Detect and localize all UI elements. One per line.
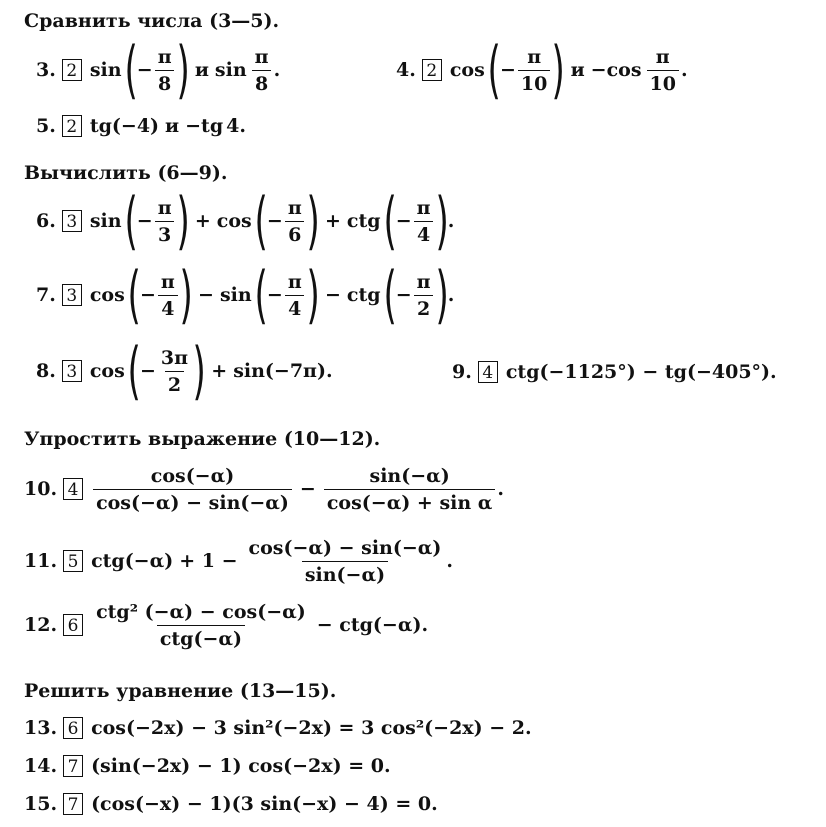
fraction — [414, 271, 434, 320]
problem-number: 3. — [36, 59, 56, 81]
denominator: ctg(−α) — [157, 625, 245, 650]
problem-number: 4. — [396, 59, 416, 81]
open-paren: ( — [127, 258, 141, 331]
conjunction: и — [165, 115, 180, 137]
problem-number: 11. — [24, 550, 58, 572]
problem-4 — [396, 33, 688, 106]
expression-9: ctg(−1125°) − tg(−405°). — [505, 361, 777, 383]
period: . — [497, 478, 505, 500]
difficulty-badge: 2 — [62, 115, 82, 137]
difficulty-badge: 2 — [422, 59, 442, 81]
function-minus-tg: −tg — [185, 115, 224, 137]
equation-15: (cos(−x) − 1)(3 sin(−x) − 4) = 0. — [91, 793, 438, 815]
close-paren: ) — [435, 184, 449, 257]
function-sin: sin — [214, 59, 247, 81]
problem-number: 6. — [36, 210, 56, 232]
minus-sign: − — [136, 59, 153, 81]
difficulty-badge: 6 — [63, 717, 83, 739]
close-paren: ) — [306, 184, 320, 257]
open-paren: ( — [487, 33, 501, 106]
problem-number: 13. — [24, 717, 58, 739]
difficulty-badge: 3 — [62, 284, 82, 306]
problem-9 — [452, 358, 777, 386]
denominator: 3 — [155, 221, 174, 246]
minus-sign: − — [395, 210, 412, 232]
close-paren: ) — [435, 258, 449, 331]
denominator: cos(−α) − sin(−α) — [93, 489, 292, 514]
difficulty-badge: 3 — [62, 210, 82, 232]
numerator: π — [527, 45, 542, 68]
minus-operator: − — [198, 284, 214, 306]
function-sin: sin — [89, 59, 122, 81]
close-paren: ) — [551, 33, 566, 106]
minus-sign: − — [266, 284, 283, 306]
fraction — [324, 465, 496, 514]
difficulty-badge: 3 — [62, 360, 82, 382]
function-cos: cos — [216, 210, 252, 232]
problem-6 — [36, 184, 455, 257]
minus-sign: − — [140, 360, 156, 382]
plus-sign: + — [324, 210, 341, 232]
close-paren: ) — [179, 258, 193, 331]
numerator: π — [157, 45, 172, 68]
denominator: 4 — [285, 295, 304, 320]
open-paren: ( — [124, 184, 138, 257]
section-title-compute: Вычислить (6—9). — [24, 162, 228, 184]
expression-ctg-minus-alpha: ctg(−α) — [91, 550, 174, 572]
problem-7 — [36, 258, 455, 331]
open-paren: ( — [124, 33, 138, 106]
section-title-compare: Сравнить числа (3—5). — [24, 10, 280, 32]
fraction — [158, 271, 178, 320]
period: . — [447, 284, 455, 306]
numerator: cos(−α) − sin(−α) — [248, 536, 442, 559]
fraction — [252, 46, 272, 95]
numerator: π — [287, 196, 302, 219]
problem-number: 10. — [24, 478, 58, 500]
argument-4: 4. — [226, 115, 246, 137]
plus-one-minus: + 1 − — [179, 550, 238, 572]
equation-14: (sin(−2x) − 1) cos(−2x) = 0. — [91, 755, 391, 777]
minus-sign: − — [395, 284, 412, 306]
function-sin: sin — [219, 284, 252, 306]
denominator: 10 — [518, 70, 550, 95]
open-paren: ( — [127, 334, 141, 407]
function-sin: sin — [89, 210, 122, 232]
denominator: 2 — [414, 295, 433, 320]
close-paren: ) — [176, 33, 190, 106]
numerator: cos(−α) — [150, 464, 235, 487]
problem-number: 5. — [36, 115, 56, 137]
minus-sign: − — [500, 59, 516, 81]
function-minus-cos: −cos — [590, 59, 642, 81]
equation-13: cos(−2x) − 3 sin²(−2x) = 3 cos²(−2x) − 2. — [91, 717, 532, 739]
period: . — [680, 59, 688, 81]
minus-sign: − — [266, 210, 283, 232]
problem-number: 14. — [24, 755, 58, 777]
numerator: π — [157, 196, 172, 219]
numerator: 3π — [160, 346, 189, 369]
conjunction: и — [570, 59, 585, 81]
open-paren: ( — [382, 184, 397, 257]
numerator: ctg² (−α) − cos(−α) — [96, 600, 306, 623]
numerator: π — [416, 196, 431, 219]
expression-sin-minus-7pi: sin(−7π). — [233, 360, 333, 382]
problem-8 — [36, 334, 333, 407]
difficulty-badge: 5 — [63, 550, 83, 572]
close-paren: ) — [192, 334, 206, 407]
section-title-simplify: Упростить выражение (10—12). — [24, 428, 381, 450]
denominator: 10 — [647, 70, 679, 95]
difficulty-badge: 6 — [63, 614, 83, 636]
problem-number: 7. — [36, 284, 56, 306]
expression-tg-minus-4: tg(−4) — [89, 115, 160, 137]
numerator: π — [254, 45, 269, 68]
difficulty-badge: 7 — [63, 793, 83, 815]
denominator: cos(−α) + sin α — [324, 489, 496, 514]
period: . — [447, 210, 455, 232]
numerator: sin(−α) — [369, 464, 450, 487]
minus-operator: − — [324, 284, 341, 306]
problem-14 — [24, 752, 391, 780]
period: . — [273, 59, 281, 81]
numerator: π — [287, 270, 302, 293]
fraction — [518, 46, 550, 95]
plus-sign: + — [194, 210, 211, 232]
denominator: 8 — [252, 70, 271, 95]
fraction — [285, 271, 305, 320]
close-paren: ) — [306, 258, 320, 331]
problem-13 — [24, 714, 532, 742]
close-paren: ) — [176, 184, 190, 257]
conjunction: и — [194, 59, 209, 81]
denominator: sin(−α) — [302, 561, 388, 586]
denominator: 6 — [285, 221, 304, 246]
denominator: 2 — [165, 371, 184, 396]
numerator: π — [416, 270, 431, 293]
problem-number: 9. — [452, 361, 472, 383]
tail-expression: − ctg(−α). — [316, 614, 429, 636]
period: . — [446, 550, 453, 572]
difficulty-badge: 7 — [63, 755, 83, 777]
fraction — [246, 537, 445, 586]
problem-10 — [24, 460, 504, 518]
numerator: π — [160, 270, 175, 293]
open-paren: ( — [254, 184, 268, 257]
minus-sign: − — [136, 210, 153, 232]
difficulty-badge: 2 — [62, 59, 82, 81]
function-ctg: ctg — [346, 210, 381, 232]
function-cos: cos — [89, 360, 125, 382]
fraction — [414, 197, 434, 246]
denominator: 8 — [155, 70, 174, 95]
fraction — [647, 46, 679, 95]
fraction — [155, 46, 175, 95]
denominator: 4 — [414, 221, 433, 246]
numerator: π — [655, 45, 670, 68]
difficulty-badge: 4 — [478, 361, 498, 383]
fraction — [93, 601, 309, 650]
problem-15 — [24, 790, 438, 818]
function-ctg: ctg — [346, 284, 381, 306]
denominator: 4 — [158, 295, 177, 320]
fraction — [158, 347, 191, 396]
problem-number: 12. — [24, 614, 58, 636]
fraction — [93, 465, 292, 514]
minus-sign: − — [140, 284, 156, 306]
problem-5 — [36, 112, 246, 140]
function-cos: cos — [89, 284, 125, 306]
section-title-solve: Решить уравнение (13—15). — [24, 680, 337, 702]
open-paren: ( — [254, 258, 268, 331]
fraction — [285, 197, 305, 246]
problem-11 — [24, 532, 453, 590]
problem-number: 8. — [36, 360, 56, 382]
open-paren: ( — [382, 258, 397, 331]
plus-sign: + — [211, 360, 228, 382]
function-cos: cos — [449, 59, 485, 81]
difficulty-badge: 4 — [63, 478, 83, 500]
minus-operator: − — [299, 478, 316, 500]
problem-3 — [36, 33, 281, 106]
fraction — [155, 197, 175, 246]
problem-12 — [24, 596, 434, 654]
problem-number: 15. — [24, 793, 58, 815]
